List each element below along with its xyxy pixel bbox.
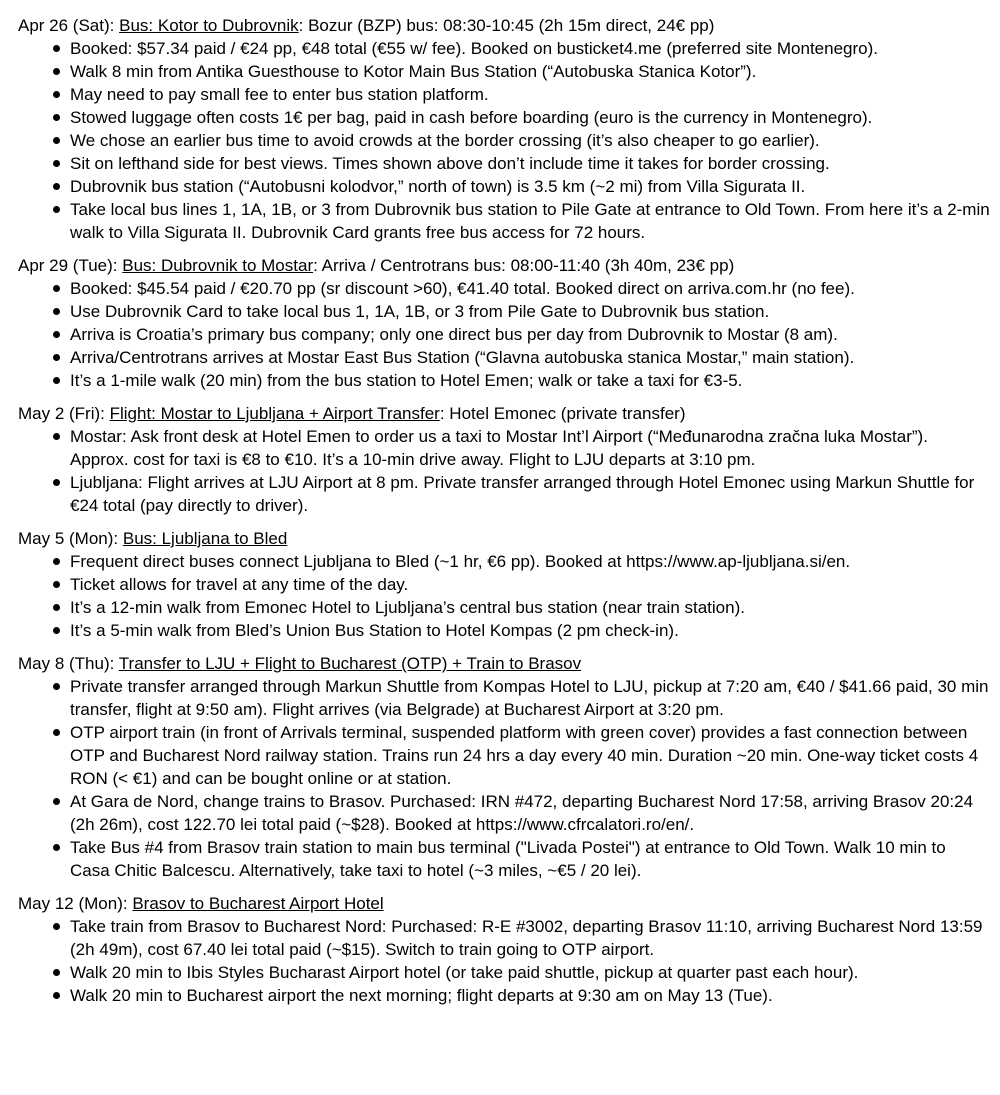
section-date: May 5 (Mon): bbox=[18, 529, 123, 548]
list-item: Take train from Brasov to Bucharest Nord: Purchased: R-E #3002, departing Brasov 11:10, arriving Bucharest Nord 13:59 (2h 49m), cost 67.40 lei total paid (~$15). Switch to train going to OTP airport. bbox=[52, 915, 990, 961]
itinerary-section-may-12 bbox=[18, 892, 990, 1007]
list-item: It’s a 5-min walk from Bled’s Union Bus Station to Hotel Kompas (2 pm check-in). bbox=[52, 619, 990, 642]
section-heading bbox=[18, 14, 990, 37]
list-item: OTP airport train (in front of Arrivals terminal, suspended platform with green cover) provides a fast connection between OTP and Bucharest Nord railway station. Trains run 24 hrs a day every 40 min. Duration ~20 min. One-way ticket costs 4 RON (< €1) and can be bought online or at station. bbox=[52, 721, 990, 790]
list-item: We chose an earlier bus time to avoid crowds at the border crossing (it’s also cheaper to go earlier). bbox=[52, 129, 990, 152]
section-heading bbox=[18, 402, 990, 425]
list-item: May need to pay small fee to enter bus station platform. bbox=[52, 83, 990, 106]
itinerary-section-apr-29 bbox=[18, 254, 990, 392]
section-title: Brasov to Bucharest Airport Hotel bbox=[132, 894, 384, 913]
section-date: Apr 26 (Sat): bbox=[18, 16, 120, 35]
section-detail: : Bozur (BZP) bus: 08:30-10:45 (2h 15m direct, 24€ pp) bbox=[298, 16, 715, 35]
list-item: Arriva is Croatia’s primary bus company; only one direct bus per day from Dubrovnik to Mostar (8 am). bbox=[52, 323, 990, 346]
section-heading bbox=[18, 254, 990, 277]
section-title: Bus: Ljubljana to Bled bbox=[122, 529, 288, 548]
list-item: Sit on lefthand side for best views. Times shown above don’t include time it takes for border crossing. bbox=[52, 152, 990, 175]
section-title: Bus: Kotor to Dubrovnik bbox=[119, 16, 299, 35]
list-item: Booked: $45.54 paid / €20.70 pp (sr discount >60), €41.40 total. Booked direct on arriva.com.hr (no fee). bbox=[52, 277, 990, 300]
section-title: Bus: Dubrovnik to Mostar bbox=[122, 256, 314, 275]
section-heading bbox=[18, 892, 990, 915]
list-item: Frequent direct buses connect Ljubljana to Bled (~1 hr, €6 pp). Booked at https://www.ap-ljubljana.si/en. bbox=[52, 550, 990, 573]
section-list bbox=[18, 277, 990, 392]
list-item: Ljubljana: Flight arrives at LJU Airport at 8 pm. Private transfer arranged through Hotel Emonec using Markun Shuttle for €24 total (pay directly to driver). bbox=[52, 471, 990, 517]
list-item: Walk 20 min to Bucharest airport the next morning; flight departs at 9:30 am on May 13 (Tue). bbox=[52, 984, 990, 1007]
section-list bbox=[18, 550, 990, 642]
list-item: Use Dubrovnik Card to take local bus 1, 1A, 1B, or 3 from Pile Gate to Dubrovnik bus station. bbox=[52, 300, 990, 323]
section-heading bbox=[18, 652, 990, 675]
list-item: Walk 20 min to Ibis Styles Bucharast Airport hotel (or take paid shuttle, pickup at quarter past each hour). bbox=[52, 961, 990, 984]
list-item: It’s a 1-mile walk (20 min) from the bus station to Hotel Emen; walk or take a taxi for €3-5. bbox=[52, 369, 990, 392]
list-item: Stowed luggage often costs 1€ per bag, paid in cash before boarding (euro is the currency in Montenegro). bbox=[52, 106, 990, 129]
section-title: Transfer to LJU + Flight to Bucharest (OTP) + Train to Brasov bbox=[118, 654, 582, 673]
list-item: Walk 8 min from Antika Guesthouse to Kotor Main Bus Station (“Autobuska Stanica Kotor”). bbox=[52, 60, 990, 83]
list-item: Ticket allows for travel at any time of the day. bbox=[52, 573, 990, 596]
section-list bbox=[18, 425, 990, 517]
list-item: Arriva/Centrotrans arrives at Mostar East Bus Station (“Glavna autobuska stanica Mostar,” main station). bbox=[52, 346, 990, 369]
section-title: Flight: Mostar to Ljubljana + Airport Transfer bbox=[109, 404, 440, 423]
section-heading bbox=[18, 527, 990, 550]
list-item: Booked: $57.34 paid / €24 pp, €48 total (€55 w/ fee). Booked on busticket4.me (preferred site Montenegro). bbox=[52, 37, 990, 60]
list-item: Mostar: Ask front desk at Hotel Emen to order us a taxi to Mostar Int’l Airport (“Međunarodna zračna luka Mostar”). Approx. cost for taxi is €8 to €10. It’s a 10-min drive away. Flight to LJU departs at 3:10 pm. bbox=[52, 425, 990, 471]
list-item: At Gara de Nord, change trains to Brasov. Purchased: IRN #472, departing Bucharest Nord 17:58, arriving Brasov 20:24 (2h 26m), cost 122.70 lei total paid (~$28). Booked at https://www.cfrcalatori.ro/en/. bbox=[52, 790, 990, 836]
section-date: May 8 (Thu): bbox=[18, 654, 119, 673]
section-list bbox=[18, 37, 990, 244]
list-item: Take local bus lines 1, 1A, 1B, or 3 from Dubrovnik bus station to Pile Gate at entrance to Old Town. From here it’s a 2-min walk to Villa Sigurata II. Dubrovnik Card grants free bus access for 72 hours. bbox=[52, 198, 990, 244]
list-item: Take Bus #4 from Brasov train station to main bus terminal ("Livada Postei") at entrance to Old Town. Walk 10 min to Casa Chitic Balcescu. Alternatively, take taxi to hotel (~3 miles, ~€5 / 20 lei). bbox=[52, 836, 990, 882]
list-item: Private transfer arranged through Markun Shuttle from Kompas Hotel to LJU, pickup at 7:20 am, €40 / $41.66 paid, 30 min transfer, flight at 9:50 am). Flight arrives (via Belgrade) at Bucharest Airport at 3:20 pm. bbox=[52, 675, 990, 721]
itinerary-section-apr-26 bbox=[18, 14, 990, 244]
itinerary-section-may-5 bbox=[18, 527, 990, 642]
section-date: Apr 29 (Tue): bbox=[18, 256, 123, 275]
itinerary-section-may-8 bbox=[18, 652, 990, 882]
section-date: May 2 (Fri): bbox=[18, 404, 110, 423]
list-item: Dubrovnik bus station (“Autobusni kolodvor,” north of town) is 3.5 km (~2 mi) from Villa Sigurata II. bbox=[52, 175, 990, 198]
section-date: May 12 (Mon): bbox=[18, 894, 133, 913]
section-list bbox=[18, 915, 990, 1007]
section-detail: : Hotel Emonec (private transfer) bbox=[439, 404, 686, 423]
itinerary-section-may-2 bbox=[18, 402, 990, 517]
list-item: It’s a 12-min walk from Emonec Hotel to Ljubljana’s central bus station (near train station). bbox=[52, 596, 990, 619]
section-detail: : Arriva / Centrotrans bus: 08:00-11:40 (3h 40m, 23€ pp) bbox=[313, 256, 735, 275]
section-list bbox=[18, 675, 990, 882]
